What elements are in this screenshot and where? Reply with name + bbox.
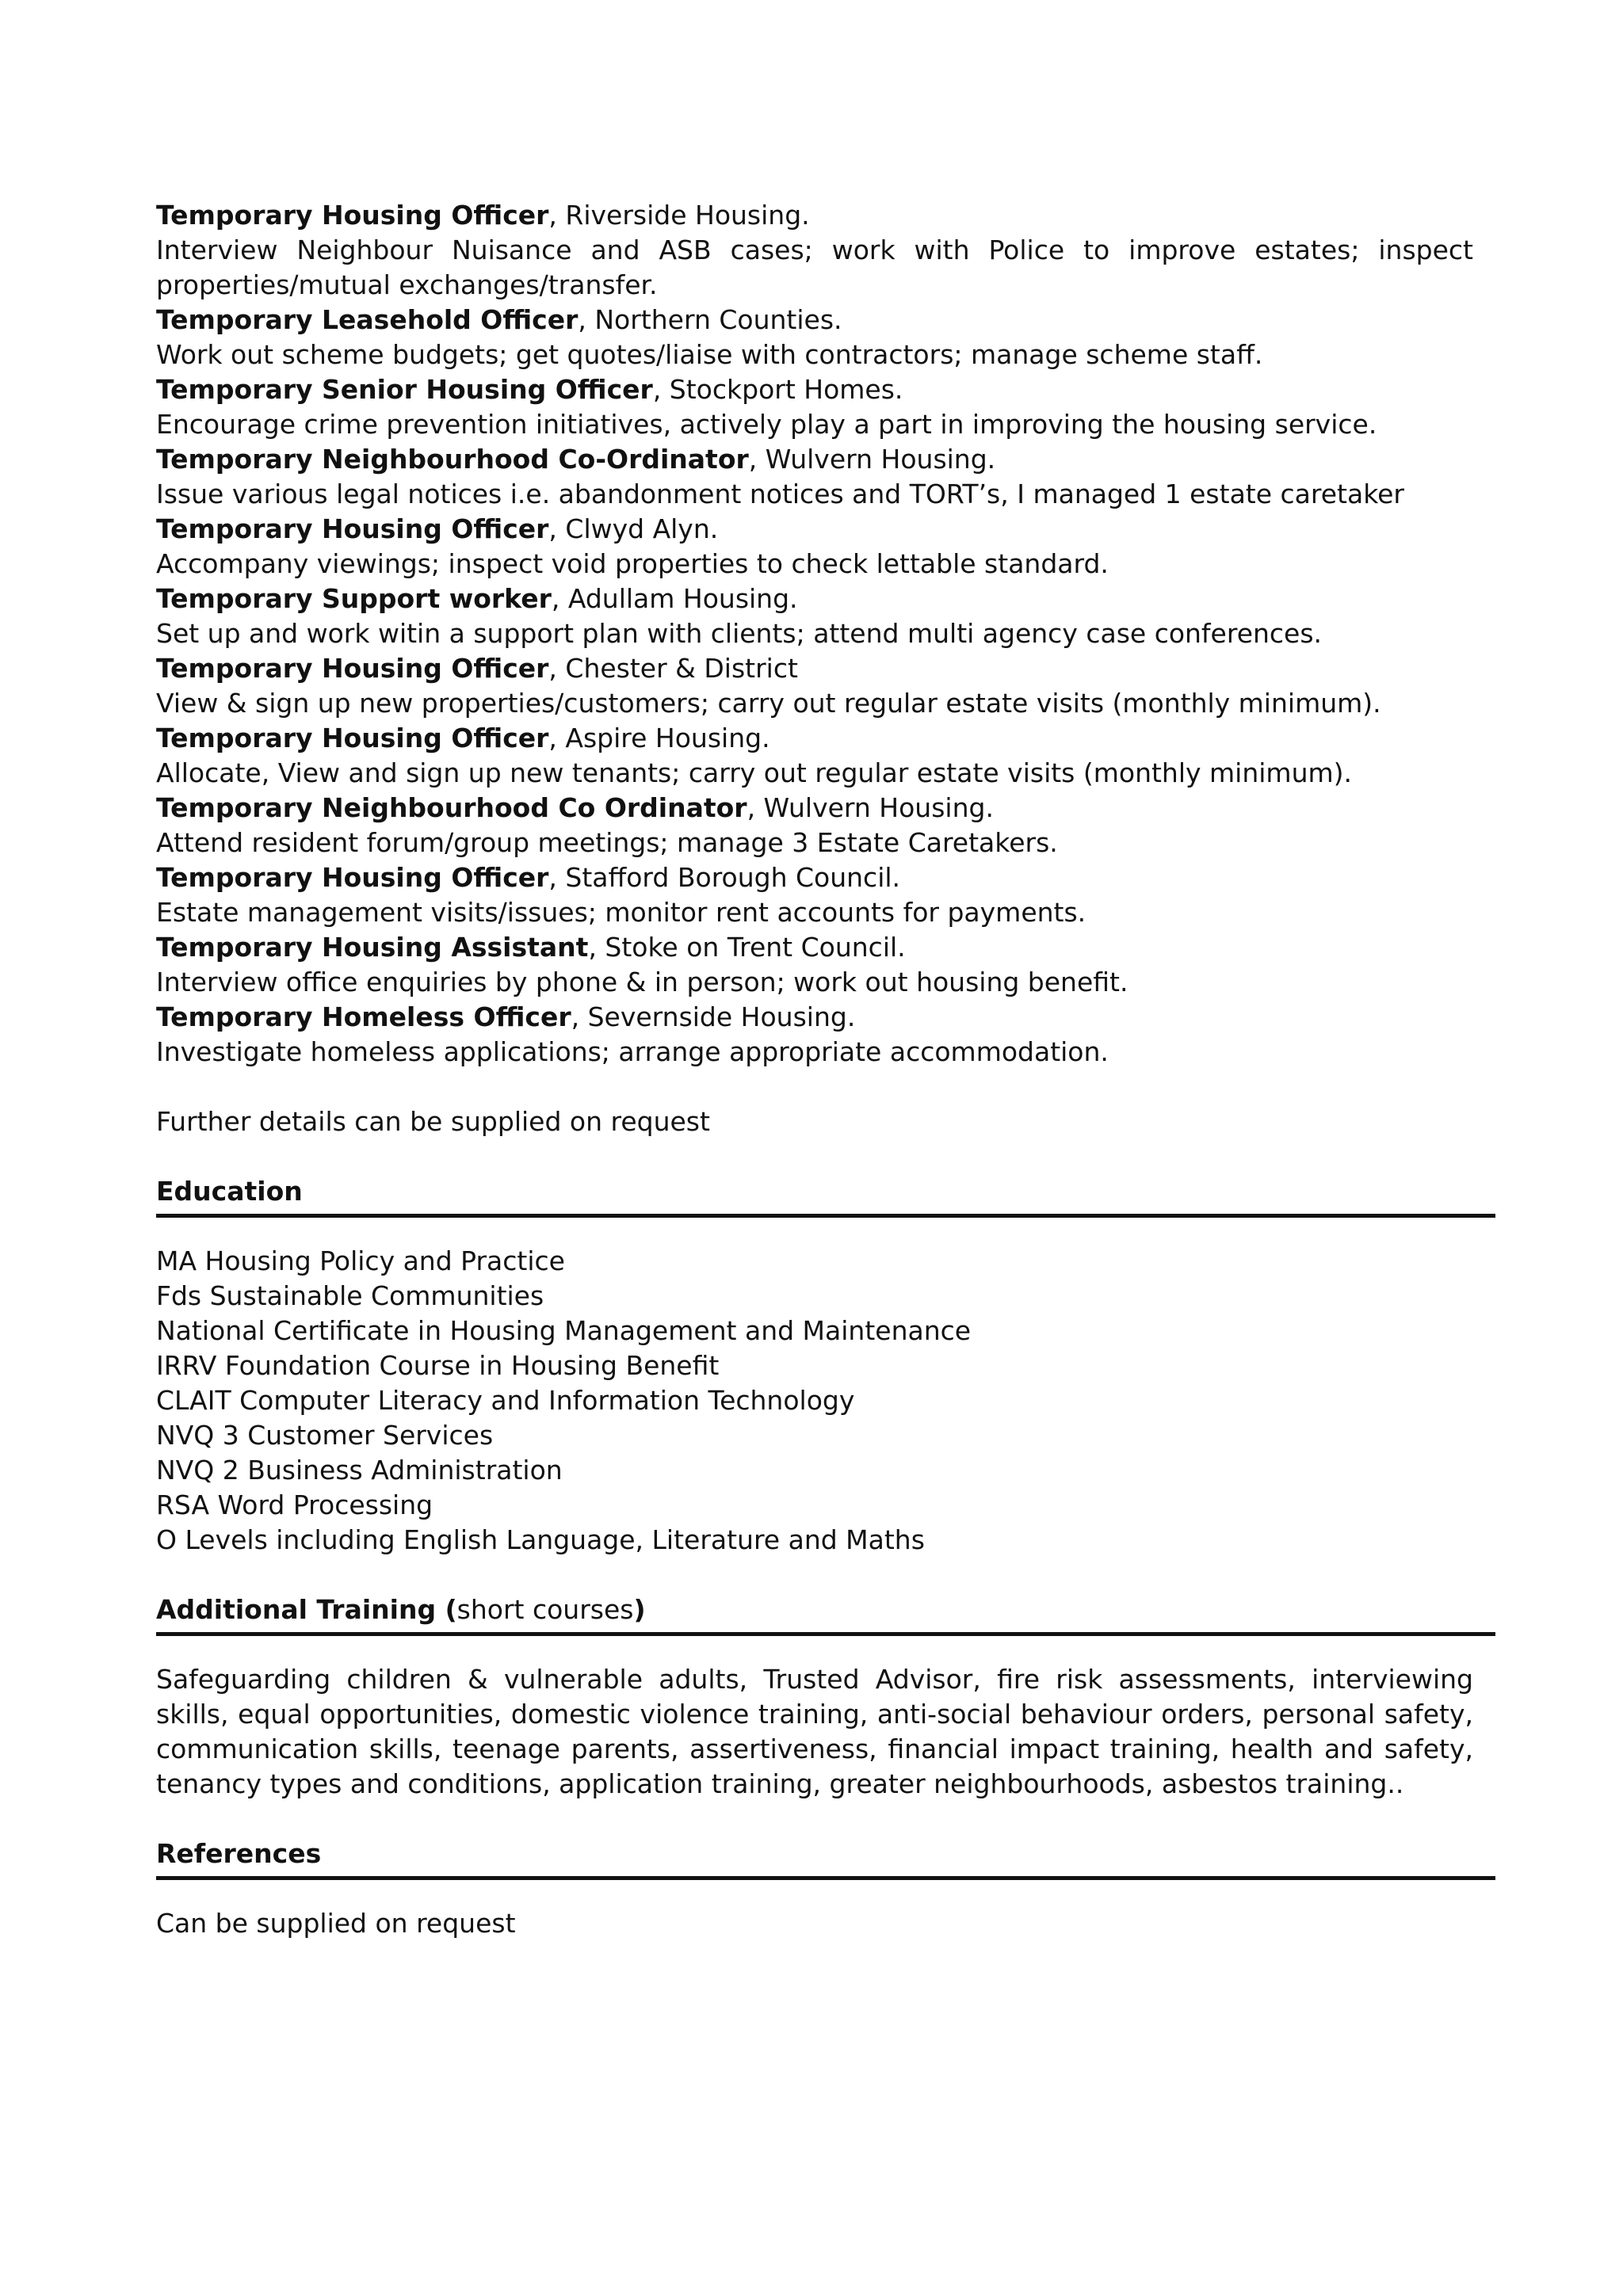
job-employer: , Riverside Housing.: [548, 200, 810, 231]
job-entry: [156, 303, 1473, 372]
job-duties: View & sign up new properties/customers; carry out regular estate visits (monthly minimum).: [156, 688, 1381, 719]
job-duties: Investigate homeless applications; arrange appropriate accommodation.: [156, 1036, 1109, 1067]
education-item: Fds Sustainable Communities: [156, 1280, 544, 1311]
job-entry: [156, 791, 1473, 860]
job-employer: , Wulvern Housing.: [748, 444, 996, 475]
job-duties: Issue various legal notices i.e. abandonment notices and TORT’s, I managed 1 estate caretaker: [156, 479, 1404, 509]
job-title: Temporary Housing Officer: [156, 200, 549, 231]
job-entry: [156, 372, 1473, 442]
job-duties: Interview office enquiries by phone & in person; work out housing benefit.: [156, 967, 1128, 997]
job-entry: [156, 582, 1473, 651]
job-entry: [156, 721, 1473, 791]
job-entry: [156, 442, 1473, 512]
education-item: MA Housing Policy and Practice: [156, 1245, 565, 1276]
section-divider: [156, 1632, 1495, 1636]
job-employer: , Stafford Borough Council.: [548, 862, 901, 893]
job-entry: [156, 1000, 1473, 1070]
job-duties: Encourage crime prevention initiatives, actively play a part in improving the housing service.: [156, 409, 1377, 440]
training-section: [156, 1592, 1473, 1802]
job-heading: [156, 372, 1473, 407]
job-entry: [156, 198, 1473, 303]
job-heading: [156, 512, 1473, 547]
job-entry: [156, 930, 1473, 1000]
training-heading-bold: Additional Training (: [156, 1594, 457, 1625]
job-duties: Attend resident forum/group meetings; manage 3 Estate Caretakers.: [156, 827, 1058, 858]
job-duties: Set up and work witin a support plan with clients; attend multi agency case conferences.: [156, 618, 1323, 649]
job-employer: , Chester & District: [548, 653, 798, 684]
further-details-text: Further details can be supplied on request: [156, 1106, 710, 1137]
job-title: Temporary Neighbourhood Co-Ordinator: [156, 444, 749, 475]
education-item: RSA Word Processing: [156, 1489, 433, 1520]
job-heading: [156, 442, 1473, 477]
job-heading: [156, 930, 1473, 965]
job-duties: Allocate, View and sign up new tenants; carry out regular estate visits (monthly minimum).: [156, 757, 1352, 788]
job-duties: Interview Neighbour Nuisance and ASB cases; work with Police to improve estates; inspect properties/mutual exchanges/transfer.: [156, 235, 1473, 300]
job-heading: [156, 1000, 1473, 1035]
job-heading: [156, 791, 1473, 826]
references-heading-text: References: [156, 1838, 322, 1869]
references-heading: [156, 1836, 1473, 1871]
spacer: [156, 1070, 1473, 1104]
section-divider: [156, 1876, 1495, 1880]
job-employer: , Adullam Housing.: [551, 583, 798, 614]
job-title: Temporary Housing Officer: [156, 723, 549, 753]
section-divider: [156, 1214, 1495, 1218]
education-item: NVQ 3 Customer Services: [156, 1420, 494, 1451]
references-section: [156, 1836, 1473, 1941]
education-heading: [156, 1174, 1473, 1209]
job-duties: Work out scheme budgets; get quotes/liaise with contractors; manage scheme staff.: [156, 339, 1263, 370]
job-title: Temporary Housing Officer: [156, 513, 549, 544]
education-section: [156, 1174, 1473, 1558]
education-item: O Levels including English Language, Literature and Maths: [156, 1524, 925, 1555]
job-title: Temporary Leasehold Officer: [156, 304, 579, 335]
training-text: Safeguarding children & vulnerable adults, Trusted Advisor, fire risk assessments, interviewing skills, equal opportunities, domestic violence training, anti-social behaviour orders, personal safety, communication skills, teenage parents, assertiveness, financial impact training, health and safety, tenancy types and conditions, application training, greater neighbourhoods, asbestos training..: [156, 1664, 1473, 1799]
education-item: National Certificate in Housing Management and Maintenance: [156, 1315, 972, 1346]
job-title: Temporary Housing Officer: [156, 653, 549, 684]
job-title: Temporary Neighbourhood Co Ordinator: [156, 792, 747, 823]
job-title: Temporary Support worker: [156, 583, 552, 614]
job-employer: , Northern Counties.: [578, 304, 842, 335]
job-title: Temporary Senior Housing Officer: [156, 374, 653, 405]
job-entry: [156, 860, 1473, 930]
training-heading-close: ): [633, 1594, 646, 1625]
training-heading-normal: short courses: [456, 1594, 634, 1625]
job-title: Temporary Homeless Officer: [156, 1001, 571, 1032]
education-heading-text: Education: [156, 1176, 303, 1207]
spacer: [156, 1802, 1473, 1836]
job-entry: [156, 651, 1473, 721]
spacer: [156, 1558, 1473, 1592]
job-heading: [156, 860, 1473, 895]
references-text: Can be supplied on request: [156, 1908, 516, 1939]
job-employer: , Severnside Housing.: [571, 1001, 856, 1032]
education-item: NVQ 2 Business Administration: [156, 1455, 563, 1486]
job-duties: Accompany viewings; inspect void properties to check lettable standard.: [156, 548, 1109, 579]
job-employer: , Aspire Housing.: [548, 723, 770, 753]
education-item: IRRV Foundation Course in Housing Benefit: [156, 1350, 720, 1381]
job-heading: [156, 651, 1473, 686]
job-heading: [156, 303, 1473, 338]
job-heading: [156, 198, 1473, 233]
job-employer: , Wulvern Housing.: [747, 792, 994, 823]
job-employer: , Clwyd Alyn.: [548, 513, 719, 544]
job-title: Temporary Housing Assistant: [156, 932, 589, 963]
training-heading: [156, 1592, 1473, 1627]
employment-list: [156, 198, 1473, 1070]
cv-page: [156, 198, 1473, 1941]
job-heading: [156, 721, 1473, 756]
job-heading: [156, 582, 1473, 616]
job-entry: [156, 512, 1473, 582]
job-title: Temporary Housing Officer: [156, 862, 549, 893]
job-employer: , Stoke on Trent Council.: [588, 932, 906, 963]
job-employer: , Stockport Homes.: [652, 374, 903, 405]
education-item: CLAIT Computer Literacy and Information Technology: [156, 1385, 855, 1416]
job-duties: Estate management visits/issues; monitor rent accounts for payments.: [156, 897, 1086, 928]
spacer: [156, 1139, 1473, 1174]
